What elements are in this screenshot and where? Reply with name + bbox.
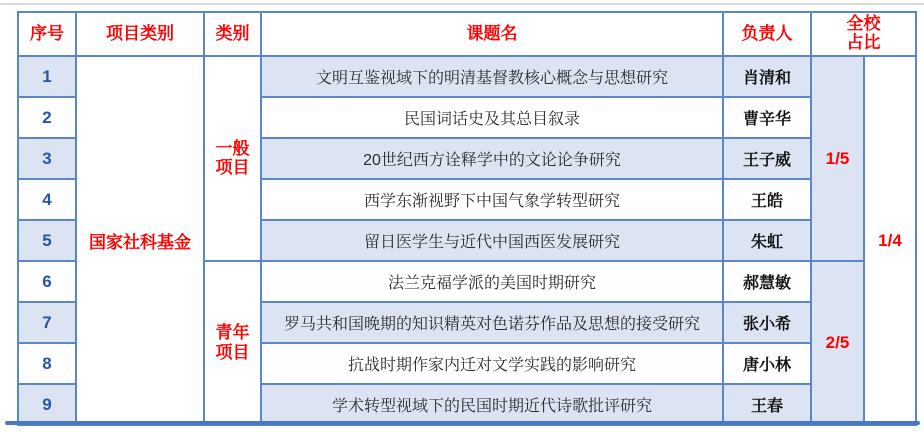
topic-cell: 西学东渐视野下中国气象学转型研究 (261, 179, 723, 220)
person-cell: 王春 (723, 384, 811, 425)
bottom-divider-line (5, 421, 920, 425)
table-header-row (18, 12, 916, 56)
row-number: 2 (18, 97, 76, 138)
header-ratio-line2: 占比 (846, 33, 881, 52)
topic-cell: 罗马共和国晚期的知识精英对色诺芬作品及思想的接受研究 (261, 302, 723, 343)
header-ratio-line1: 全校 (846, 14, 881, 34)
person-cell: 王子威 (723, 138, 811, 179)
ratio-overall-cell: 1/4 (864, 56, 916, 425)
topic-cell: 法兰克福学派的美国时期研究 (261, 261, 723, 302)
row-number: 5 (18, 220, 76, 261)
type-youth-cell (204, 261, 261, 425)
header-category: 项目类别 (76, 12, 204, 56)
person-cell: 曹辛华 (723, 97, 811, 138)
person-cell: 朱虹 (723, 220, 811, 261)
row-number: 4 (18, 179, 76, 220)
header-person: 负责人 (723, 12, 811, 56)
table-row (18, 56, 916, 97)
row-number: 3 (18, 138, 76, 179)
header-ratio (811, 12, 916, 56)
person-cell: 张小希 (723, 302, 811, 343)
row-number: 8 (18, 343, 76, 384)
header-title: 课题名 (261, 12, 723, 56)
row-number: 9 (18, 384, 76, 425)
topic-cell: 留日医学生与近代中国西医发展研究 (261, 220, 723, 261)
row-number: 7 (18, 302, 76, 343)
top-divider-line (0, 3, 924, 5)
header-num: 序号 (18, 12, 76, 56)
type-youth-label: 青年项目 (215, 323, 250, 362)
topic-cell: 20世纪西方诠释学中的文论论争研究 (261, 138, 723, 179)
person-cell: 王皓 (723, 179, 811, 220)
ratio-youth-cell: 2/5 (811, 261, 864, 425)
type-general-cell (204, 56, 261, 261)
project-category-cell: 国家社科基金 (76, 56, 204, 425)
topic-cell: 民国词话史及其总目叙录 (261, 97, 723, 138)
person-cell: 唐小林 (723, 343, 811, 384)
topic-cell: 文明互鉴视域下的明清基督教核心概念与思想研究 (261, 56, 723, 97)
projects-table (17, 11, 917, 426)
person-cell: 肖清和 (723, 56, 811, 97)
header-type: 类别 (204, 12, 261, 56)
ratio-general-cell: 1/5 (811, 56, 864, 261)
topic-cell: 抗战时期作家内迁对文学实践的影响研究 (261, 343, 723, 384)
type-general-label: 一般项目 (215, 138, 250, 178)
person-cell: 郝慧敏 (723, 261, 811, 302)
row-number: 1 (18, 56, 76, 97)
row-number: 6 (18, 261, 76, 302)
topic-cell: 学术转型视域下的民国时期近代诗歌批评研究 (261, 384, 723, 425)
